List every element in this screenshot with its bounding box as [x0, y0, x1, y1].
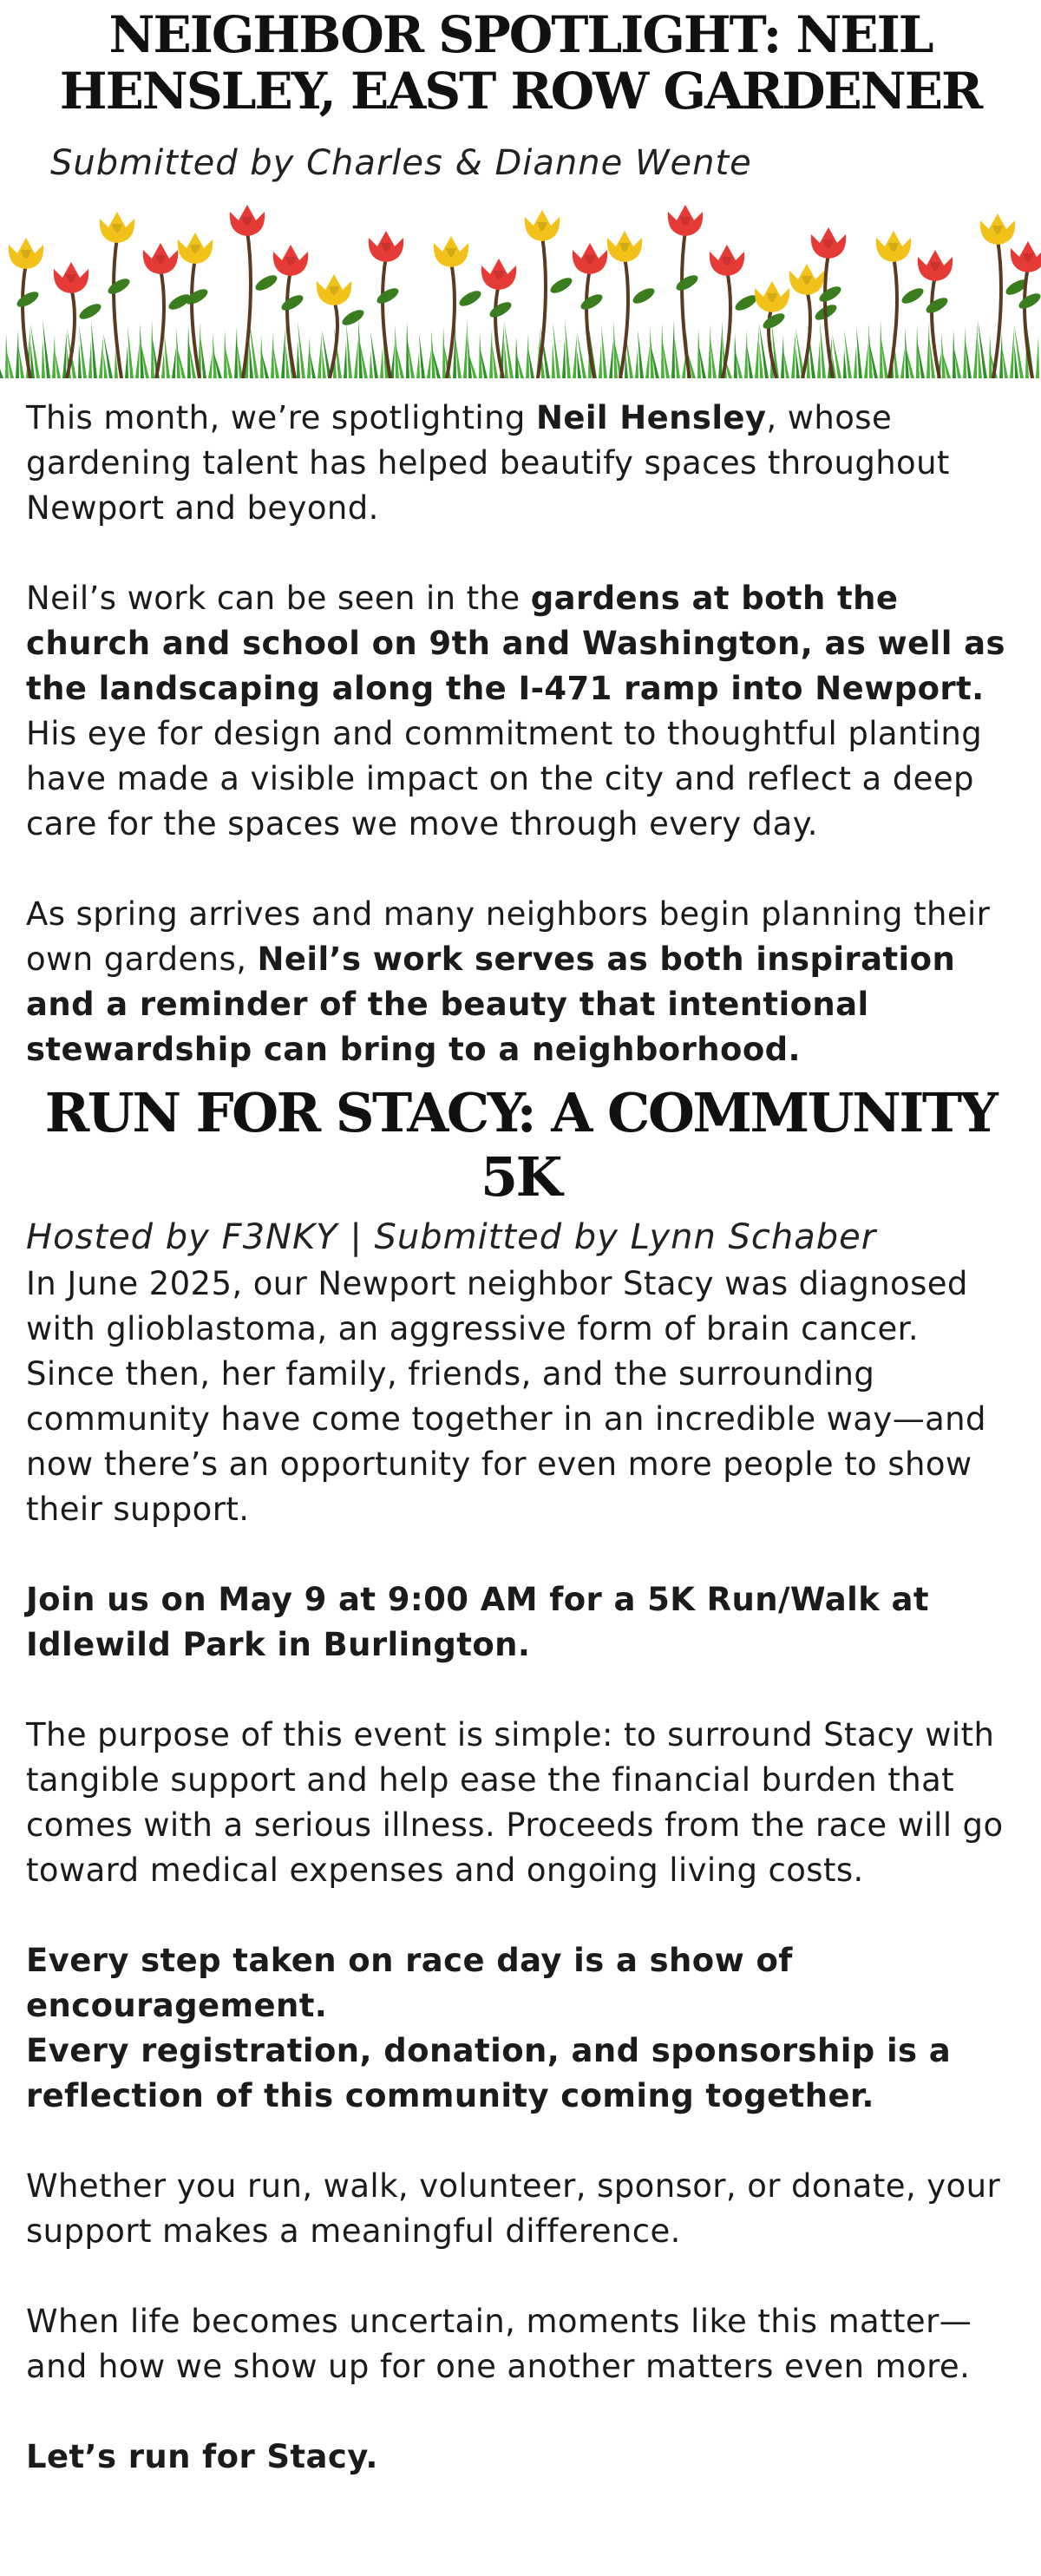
run-paragraph-3: The purpose of this event is simple: to surround Stacy with tangible support and help ease the financial burden that comes with a serious illness. Proceeds from the race will go toward medical expenses and ongoing living costs.	[26, 1716, 1004, 1889]
run-paragraph-2: Join us on May 9 at 9:00 AM for a 5K Run/Walk at Idlewild Park in Burlington.	[26, 1581, 929, 1663]
run-paragraph-1: In June 2025, our Newport neighbor Stacy was diagnosed with glioblastoma, an aggressive form of brain cancer. Since then, her family, friends, and the surrounding community have come together in an incredible way—and now there’s an opportunity for even more people to show their support.	[26, 1265, 986, 1528]
run-paragraph-4: Every step taken on race day is a show of encouragement. Every registration, donation, and sponsorship is a reflection of this community coming together.	[26, 1942, 952, 2114]
run-paragraph-7: Let’s run for Stacy.	[26, 2438, 378, 2475]
spotlight-paragraph-1: This month, we’re spotlighting Neil Hensley, whose gardening talent has helped beautify spaces throughout Newport and beyond.	[26, 399, 950, 527]
spotlight-paragraph-2: Neil’s work can be seen in the gardens at both the church and school on 9th and Washington, as well as the landscaping along the I-471 ramp into Newport. His eye for design and commitment to thoughtful planting have made a visible impact on the city and reflect a deep care for the spaces we move through every day.	[26, 580, 1005, 842]
run-article	[0, 1258, 1041, 2480]
spotlight-byline: Submitted by Charles & Dianne Wente	[50, 143, 752, 183]
run-byline: Hosted by F3NKY | Submitted by Lynn Schaber	[26, 1217, 877, 1257]
run-paragraph-5: Whether you run, walk, volunteer, sponsor, or donate, your support makes a meaningful difference.	[26, 2167, 1001, 2250]
spotlight-article	[0, 378, 1041, 1072]
run-paragraph-6: When life becomes uncertain, moments like this matter—and how we show up for one another matters even more.	[26, 2303, 972, 2385]
spotlight-title: NEIGHBOR SPOTLIGHT: NEIL HENSLEY, EAST ROW GARDENER	[59, 5, 982, 121]
run-title: RUN FOR STACY: A COMMUNITY 5K	[44, 1081, 997, 1209]
spotlight-paragraph-3: As spring arrives and many neighbors begin planning their own gardens, Neil’s work serves as both inspiration and a reminder of the beauty that intentional stewardship can bring to a neighborhood.	[26, 895, 991, 1068]
tulip-garden-icon	[0, 196, 1041, 378]
